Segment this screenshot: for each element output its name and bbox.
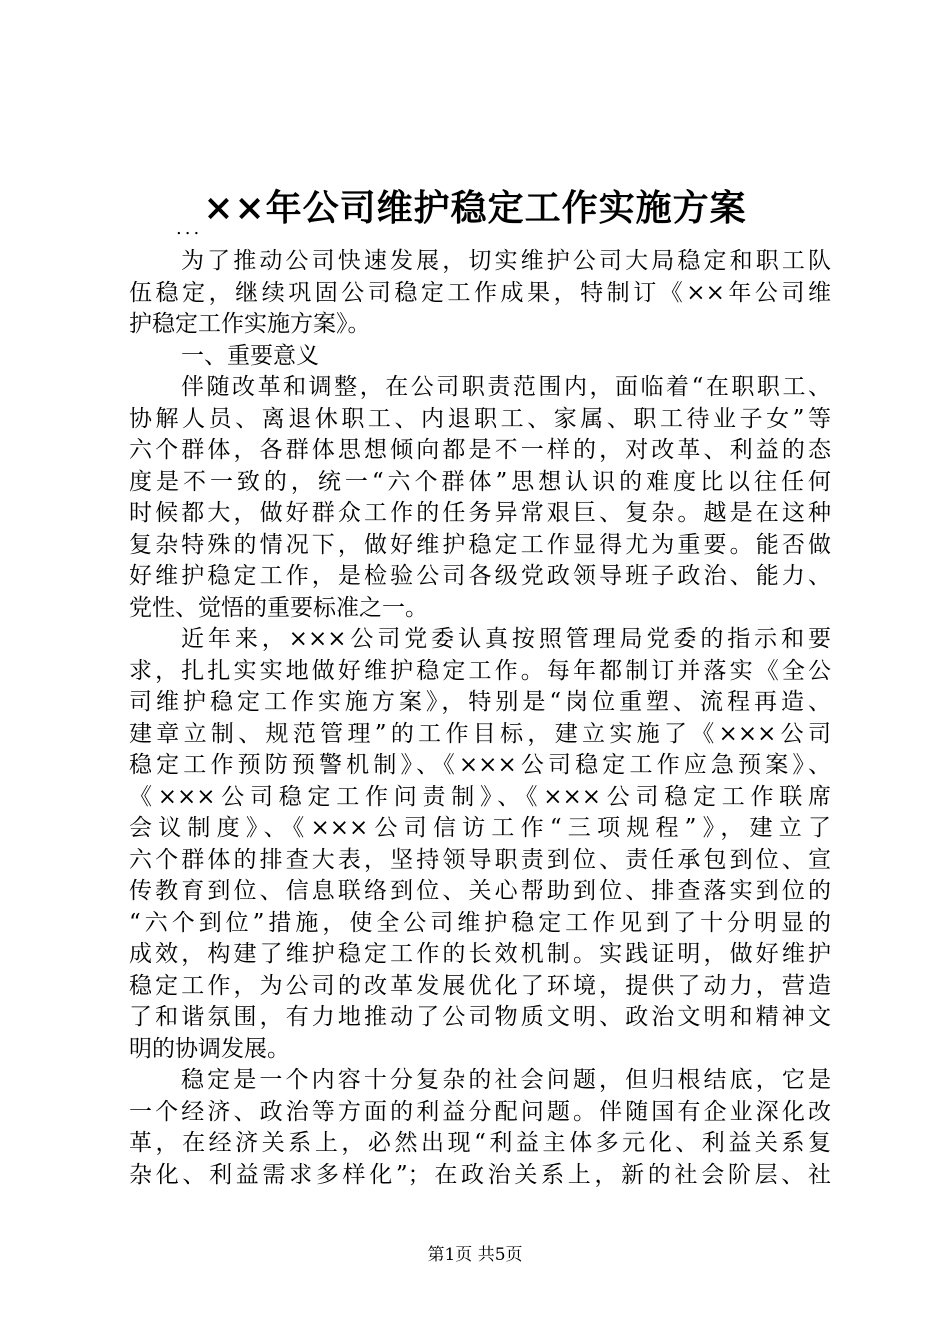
text-line: 六个群体的排查大表，坚持领导职责到位、责任承包到位、宣: [129, 846, 831, 873]
text-line: 革，在经济关系上，必然出现“利益主体多元化、利益关系复: [129, 1130, 831, 1156]
text-line: 求，扎扎实实地做好维护稳定工作。每年都制订并落实《全公: [129, 657, 831, 684]
text-line: 为了推动公司快速发展，切实维护公司大局稳定和职工队: [181, 248, 831, 274]
text-line: 会议制度》、《×××公司信访工作“三项规程”》，建立了: [129, 815, 831, 841]
document-title: ××年公司维护稳定工作实施方案: [203, 187, 747, 229]
text-line: 伍稳定，继续巩固公司稳定工作成果，特制订《××年公司维: [129, 279, 831, 306]
ellipsis-mark: ...: [176, 218, 203, 239]
text-line: 明的协调发展。: [129, 1035, 290, 1062]
text-line: 稳定工作预防预警机制》、《×××公司稳定工作应急预案》、: [129, 752, 831, 778]
text-line: 稳定工作，为公司的改革发展优化了环境，提供了动力，营造: [129, 972, 831, 999]
text-line: 杂化、利益需求多样化”；在政治关系上，新的社会阶层、社: [129, 1161, 831, 1188]
text-line: 司维护稳定工作实施方案》，特别是“岗位重塑、流程再造、: [129, 689, 831, 715]
text-line: 党性、觉悟的重要标准之一。: [129, 594, 428, 621]
text-line: 传教育到位、信息联络到位、关心帮助到位、排查落实到位的: [129, 878, 831, 904]
text-line: 度是不一致的，统一“六个群体”思想认识的难度比以往任何: [129, 468, 831, 495]
text-line: 护稳定工作实施方案》。: [129, 311, 371, 337]
text-line: 近年来，×××公司党委认真按照管理局党委的指示和要: [181, 626, 831, 652]
text-line: “六个到位”措施，使全公司维护稳定工作见到了十分明显的: [129, 909, 831, 936]
text-line: 六个群体，各群体思想倾向都是不一样的，对改革、利益的态: [129, 437, 831, 463]
text-line: 一、重要意义: [181, 342, 319, 369]
text-line: 成效，构建了维护稳定工作的长效机制。实践证明，做好维护: [129, 941, 831, 967]
text-line: 好维护稳定工作，是检验公司各级党政领导班子政治、能力、: [129, 563, 831, 589]
text-line: 一个经济、政治等方面的利益分配问题。伴随国有企业深化改: [129, 1098, 831, 1125]
text-line: 了和谐氛围，有力地推动了公司物质文明、政治文明和精神文: [129, 1004, 831, 1030]
text-line: 时候都大，做好群众工作的任务异常艰巨、复杂。越是在这种: [129, 500, 831, 526]
text-line: 《×××公司稳定工作问责制》、《×××公司稳定工作联席: [129, 783, 831, 810]
text-line: 协解人员、离退休职工、内退职工、家属、职工待业子女”等: [129, 405, 831, 432]
text-line: 稳定是一个内容十分复杂的社会问题，但归根结底，它是: [181, 1067, 831, 1093]
text-line: 建章立制、规范管理”的工作目标，建立实施了《×××公司: [129, 720, 831, 747]
page-footer: 第1页 共5页: [427, 1245, 523, 1265]
document-body: [129, 246, 831, 1191]
text-line: 复杂特殊的情况下，做好维护稳定工作显得尤为重要。能否做: [129, 531, 831, 558]
text-line: 伴随改革和调整，在公司职责范围内，面临着“在职职工、: [181, 374, 831, 400]
